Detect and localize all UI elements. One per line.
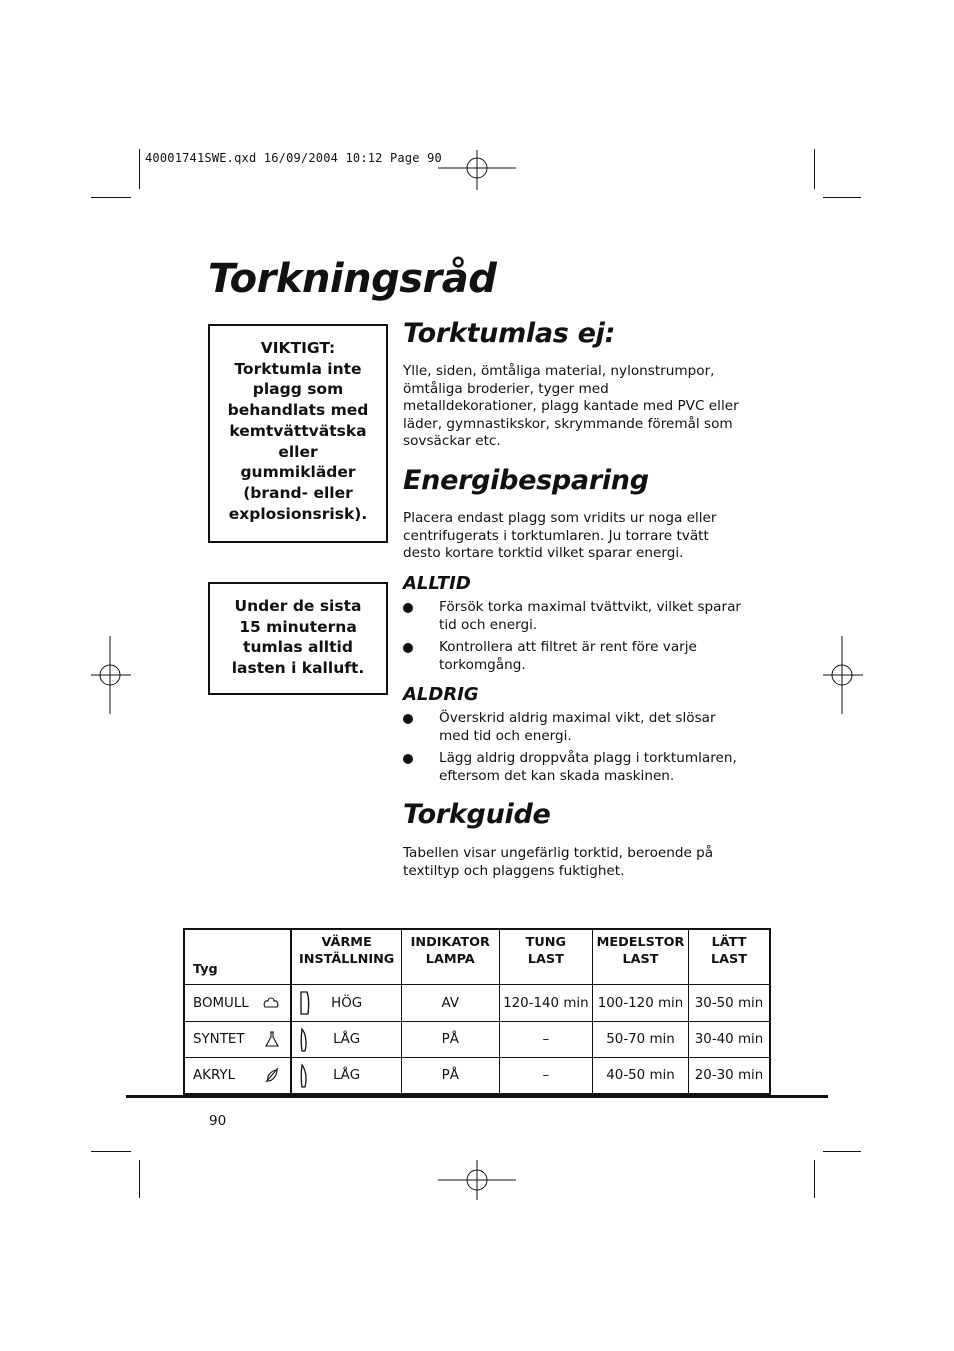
text-line: tid och energi. [439, 616, 538, 633]
text-line: Ylle, siden, ömtåliga material, nylonstrumpor, [403, 363, 715, 379]
text-line: med tid och energi. [439, 727, 572, 744]
warning-line: plagg som [252, 380, 344, 399]
fabric-label: SYNTET [193, 1032, 245, 1047]
medium-load-cell: 100-120 min [593, 985, 689, 1022]
heavy-load-cell: – [499, 1058, 592, 1095]
fabric-label: BOMULL [193, 995, 249, 1011]
low-heat-icon [298, 1063, 312, 1089]
column-header-light [688, 929, 770, 985]
light-load-cell: 30-40 min [688, 1022, 770, 1058]
header-text: LÄTT [711, 935, 747, 950]
tip-line: tumlas alltid [243, 638, 353, 657]
lamp-cell: PÅ [401, 1058, 499, 1095]
header-text: INDIKATOR [410, 935, 490, 950]
fabric-cell [184, 985, 291, 1022]
column-header-heat [291, 929, 401, 985]
fabric-label: AKRYL [193, 1068, 236, 1083]
footer-rule [126, 1095, 828, 1098]
text-line: Kontrollera att filtret är rent före varje [439, 639, 697, 655]
heading-guide: Torkguide [403, 799, 551, 830]
tip-box [208, 582, 388, 695]
high-heat-icon [298, 990, 312, 1016]
column-header-medium [593, 929, 689, 985]
warning-line: VIKTIGT: [260, 339, 336, 357]
tip-line: 15 minuterna [239, 617, 357, 636]
energy-text [403, 510, 753, 563]
header-text: VÄRME [321, 935, 372, 950]
heading-always: ALLTID [403, 573, 471, 594]
warning-line: Torktumla inte [234, 359, 362, 378]
text-line: Lägg aldrig droppvåta plagg i torktumlaren, [439, 750, 737, 766]
heading-never: ALDRIG [403, 684, 479, 705]
acrylic-icon [264, 1067, 280, 1083]
header-text: TUNG [525, 935, 567, 950]
warning-box [208, 324, 388, 543]
column-header-heavy [499, 929, 592, 985]
page-number: 90 [209, 1113, 227, 1129]
drying-guide-table [183, 928, 771, 1095]
registration-mark-icon [823, 636, 863, 714]
list-item [403, 750, 748, 785]
registration-mark-icon [438, 150, 516, 190]
table-row [184, 1058, 770, 1095]
bullet-icon [403, 603, 413, 613]
warning-line: eller [278, 442, 318, 461]
light-load-cell: 20-30 min [688, 1058, 770, 1095]
heat-label: LÅG [333, 1032, 361, 1047]
text-line: torkomgång. [439, 656, 526, 673]
warning-line: explosionsrisk). [228, 504, 368, 523]
heat-label: LÅG [333, 1068, 361, 1083]
registration-mark-icon [91, 636, 131, 714]
text-line: centrifugerats i torktumlaren. Ju torrare tvätt [403, 527, 709, 544]
text-line: Överskrid aldrig maximal vikt, det slösar [439, 710, 716, 726]
text-line: metalldekorationer, plagg kantade med PVC eller [403, 398, 739, 415]
header-text: LAST [710, 952, 747, 967]
warning-line: kemtvättvätska [229, 421, 367, 440]
bullet-icon [403, 643, 413, 653]
text-line: sovsäckar etc. [403, 433, 501, 450]
list-item [403, 599, 748, 634]
no-tumble-text [403, 363, 753, 451]
list-item [403, 710, 748, 745]
text-line: desto kortare torktid vilket sparar energi. [403, 545, 684, 562]
text-line: läder, gymnastikskor, skrymmande föremål som [403, 415, 733, 432]
header-text: INSTÄLLNING [298, 952, 395, 967]
header-text: Tyg [193, 962, 218, 977]
heat-cell [291, 1058, 401, 1095]
warning-line: behandlats med [227, 401, 369, 420]
heavy-load-cell: 120-140 min [499, 985, 592, 1022]
tip-line: lasten i kalluft. [231, 659, 365, 678]
bullet-icon [403, 754, 413, 764]
lamp-cell: AV [401, 985, 499, 1022]
table-row [184, 985, 770, 1022]
page-title: Torkningsråd [208, 256, 497, 302]
heat-label: HÖG [331, 995, 363, 1011]
guide-text [403, 845, 753, 880]
heat-cell [291, 985, 401, 1022]
synthetic-icon [264, 1031, 280, 1047]
warning-line: gummikläder [240, 463, 356, 482]
column-header-lamp [401, 929, 499, 985]
registration-mark-icon [438, 1160, 516, 1200]
table-row [184, 1022, 770, 1058]
table-header-row [184, 929, 770, 985]
header-text: LAST [622, 952, 659, 967]
bullet-icon [403, 714, 413, 724]
text-line: Placera endast plagg som vridits ur noga eller [403, 510, 717, 526]
file-slug: 40001741SWE.qxd 16/09/2004 10:12 Page 90 [145, 151, 442, 165]
list-item [403, 639, 748, 674]
medium-load-cell: 50-70 min [593, 1022, 689, 1058]
fabric-cell [184, 1022, 291, 1058]
text-line: Tabellen visar ungefärlig torktid, beroende på [403, 845, 714, 861]
column-header-fabric [184, 929, 291, 985]
heavy-load-cell: – [499, 1022, 592, 1058]
text-line: Försök torka maximal tvättvikt, vilket sparar [439, 599, 741, 615]
light-load-cell: 30-50 min [688, 985, 770, 1022]
heat-cell [291, 1022, 401, 1058]
medium-load-cell: 40-50 min [593, 1058, 689, 1095]
low-heat-icon [298, 1027, 312, 1053]
tip-line: Under de sista [234, 597, 362, 615]
header-text: MEDELSTOR [596, 935, 685, 950]
lamp-cell: PÅ [401, 1022, 499, 1058]
text-line: eftersom det kan skada maskinen. [439, 767, 675, 784]
header-text: LAMPA [425, 952, 475, 967]
cotton-icon [262, 994, 280, 1010]
heading-energy: Energibesparing [403, 465, 649, 496]
fabric-cell [184, 1058, 291, 1095]
text-line: textiltyp och plaggens fuktighet. [403, 862, 625, 879]
header-text: LAST [527, 952, 564, 967]
warning-line: (brand- eller [243, 483, 353, 502]
heading-no-tumble: Torktumlas ej: [403, 318, 616, 349]
text-line: ömtåliga broderier, tyger med [403, 380, 609, 397]
